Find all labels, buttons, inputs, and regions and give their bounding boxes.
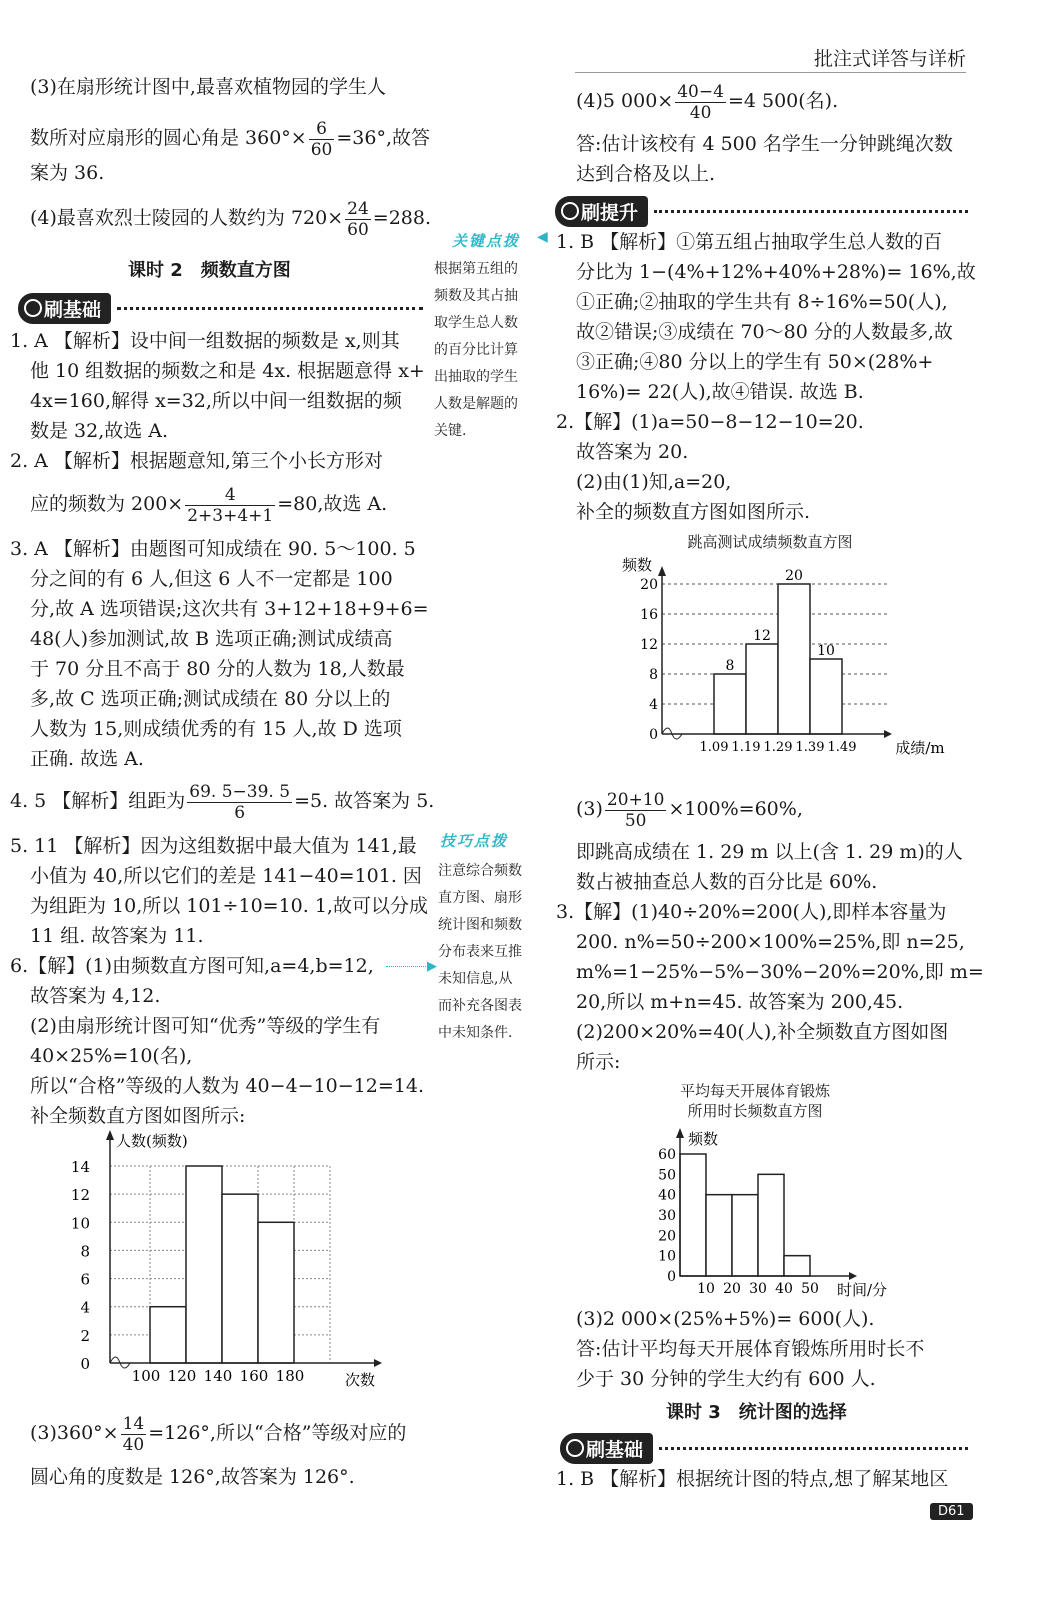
y-tick-label: 4 bbox=[649, 697, 658, 713]
x-axis-label: 次数 bbox=[344, 1371, 376, 1389]
q6-line: 故答案为 4,12. bbox=[30, 985, 161, 1007]
side-note-line: 未知信息,从 bbox=[438, 971, 513, 987]
t2-line: 即跳高成绩在 1. 29 m 以上(含 1. 29 m)的人 bbox=[576, 841, 963, 863]
x-tick-label: 120 bbox=[167, 1367, 197, 1385]
y-tick-label: 4 bbox=[80, 1298, 90, 1317]
page-header: 批注式详答与详析 bbox=[813, 48, 966, 70]
q6-line: 40×25%=10(名), bbox=[30, 1045, 193, 1067]
q1-line: 4x=160,解得 x=32,所以中间一组数据的频 bbox=[30, 390, 402, 412]
header-rule bbox=[575, 72, 966, 73]
r4-formula: (4)5 000× $\frac{40-4}{40}$ =4 500(名). bbox=[576, 81, 839, 123]
histogram-bar bbox=[714, 674, 746, 734]
side-note-line: 注意综合频数 bbox=[438, 863, 522, 879]
histogram-bar bbox=[706, 1195, 732, 1276]
y-axis-arrow-icon bbox=[676, 1128, 684, 1138]
left-p3b: 数所对应扇形的圆心角是 360°× $\frac{6}{60}$ =36°,故答 bbox=[30, 118, 431, 160]
side-note-line: 的百分比计算 bbox=[434, 342, 518, 358]
y-tick-label: 12 bbox=[70, 1186, 90, 1205]
histogram-scores bbox=[60, 1126, 400, 1391]
histogram-high-jump bbox=[600, 550, 960, 765]
t3-line: m%=1−25%−5%−30%−20%=20%,即 m= bbox=[576, 961, 984, 983]
t3-line: 少于 30 分钟的学生大约有 600 人. bbox=[576, 1368, 876, 1390]
y-tick-label: 2 bbox=[80, 1326, 90, 1345]
r4-answer: 答:估计该校有 4 500 名学生一分钟跳绳次数 bbox=[576, 133, 953, 155]
q6-line: 6.【解】(1)由频数直方图可知,a=4,b=12, bbox=[10, 955, 374, 977]
t1-line: 故②错误;③成绩在 70～80 分的人数最多,故 bbox=[576, 321, 953, 343]
side-note-line: 取学生总人数 bbox=[434, 315, 518, 331]
y-tick-label: 0 bbox=[649, 727, 658, 743]
t3-line: 200. n%=50÷200×100%=25%,即 n=25, bbox=[576, 931, 965, 953]
histogram-bar bbox=[778, 584, 810, 734]
histogram-bar bbox=[732, 1195, 758, 1276]
t2-line: 补全的频数直方图如图所示. bbox=[576, 501, 811, 523]
x-tick-label: 1.29 bbox=[763, 740, 793, 755]
t3-line: (3)2 000×(25%+5%)= 600(人). bbox=[576, 1308, 875, 1330]
histogram-bar bbox=[758, 1174, 784, 1276]
t3-line: 20,所以 m+n=45. 故答案为 200,45. bbox=[576, 991, 904, 1013]
q5-line: 5. 11 【解析】因为这组数据中最大值为 141,最 bbox=[10, 835, 417, 857]
x-tick-label: 100 bbox=[131, 1367, 161, 1385]
side-note-line: 而补充各图表 bbox=[438, 998, 522, 1014]
y-tick-label: 40 bbox=[658, 1187, 676, 1204]
side-note-line: 中未知条件. bbox=[438, 1025, 513, 1041]
q3-line: 于 70 分且不高于 80 分的人数为 18,人数最 bbox=[30, 658, 405, 680]
t3-line: 答:估计平均每天开展体育锻炼所用时长不 bbox=[576, 1338, 925, 1360]
q6-conclusion: 圆心角的度数是 126°,故答案为 126°. bbox=[30, 1466, 355, 1488]
y-tick-label: 50 bbox=[658, 1167, 676, 1184]
side-title-tip: 技巧点拨 bbox=[440, 832, 509, 850]
q5-line: 为组距为 10,所以 101÷10=10. 1,故可以分成 bbox=[30, 895, 428, 917]
page-number: D61 bbox=[930, 1503, 973, 1520]
side-note-line: 统计图和频数 bbox=[438, 917, 522, 933]
x-axis-label: 成绩/m bbox=[895, 739, 945, 757]
x-tick-label: 180 bbox=[275, 1367, 305, 1385]
x-tick-label: 140 bbox=[203, 1367, 233, 1385]
lesson3-title: 课时 3 统计图的选择 bbox=[666, 1402, 847, 1423]
y-tick-label: 8 bbox=[80, 1242, 90, 1261]
y-axis-label: 人数(频数) bbox=[116, 1132, 188, 1150]
q1-line: 1. A 【解析】设中间一组数据的频数是 x,则其 bbox=[10, 330, 400, 352]
t2-line: (2)由(1)知,a=20, bbox=[576, 471, 732, 493]
side-note-line: 关键. bbox=[434, 423, 467, 439]
q2-formula: 应的频数为 200× $\frac{4}{2+3+4+1}$ =80,故选 A. bbox=[30, 484, 388, 526]
t2-line: 2.【解】(1)a=50−8−12−10=20. bbox=[556, 411, 864, 433]
t3-line: (2)200×20%=40(人),补全频数直方图如图 bbox=[576, 1021, 949, 1043]
q3-line: 多,故 C 选项正确;测试成绩在 80 分以上的 bbox=[30, 688, 391, 710]
q6-formula: (3)360°× $\frac{14}{40}$ =126°,所以“合格”等级对应的 bbox=[30, 1413, 407, 1455]
q1-line: 他 10 组数据的频数之和是 4x. 根据题意得 x+ bbox=[30, 360, 425, 382]
t2-line: 数占被抽查总人数的百分比是 60%. bbox=[576, 871, 878, 893]
pointer-arrow-icon: ▶ bbox=[427, 959, 437, 974]
q1-line: 数是 32,故选 A. bbox=[30, 420, 169, 442]
x-axis-arrow-icon bbox=[884, 730, 892, 738]
y-tick-label: 10 bbox=[658, 1248, 676, 1265]
t3-line: 3.【解】(1)40÷20%=200(人),即样本容量为 bbox=[556, 901, 947, 923]
histogram-bar bbox=[810, 659, 842, 734]
q2-line: 2. A 【解析】根据题意知,第三个小长方形对 bbox=[10, 450, 383, 472]
x-axis-arrow-icon bbox=[374, 1359, 382, 1367]
t2-formula: (3) $\frac{20+10}{50}$ ×100%=60%, bbox=[576, 789, 803, 831]
histogram-bar bbox=[222, 1194, 258, 1363]
side-note-line: 根据第五组的 bbox=[434, 261, 518, 277]
histogram-bar bbox=[680, 1154, 706, 1276]
side-note-line: 频数及其占抽 bbox=[434, 288, 518, 304]
side-note-line: 分布表来互推 bbox=[438, 944, 522, 960]
y-tick-label: 10 bbox=[70, 1214, 90, 1233]
pointer-dots bbox=[386, 966, 428, 967]
left-p4: (4)最喜欢烈士陵园的人数约为 720× $\frac{24}{60}$ =288. bbox=[30, 198, 432, 240]
histogram-exercise-time bbox=[640, 1124, 900, 1304]
r4-answer-2: 达到合格及以上. bbox=[576, 163, 716, 185]
q3-line: 人数为 15,则成绩优秀的有 15 人,故 D 选项 bbox=[30, 718, 402, 740]
t2-line: 故答案为 20. bbox=[576, 441, 689, 463]
y-tick-label: 16 bbox=[640, 607, 658, 623]
side-note-line: 人数是解题的 bbox=[434, 396, 518, 412]
y-tick-label: 6 bbox=[80, 1270, 90, 1289]
x-tick-label: 1.49 bbox=[827, 740, 857, 755]
side-title-key: 关键点拨 bbox=[452, 232, 521, 250]
t1-line: 1. B 【解析】①第五组占抽取学生总人数的百 bbox=[556, 231, 943, 253]
q5-line: 11 组. 故答案为 11. bbox=[30, 925, 204, 947]
q3-line: 分之间的有 6 人,但这 6 人不一定都是 100 bbox=[30, 568, 393, 590]
x-tick-label: 1.19 bbox=[731, 740, 761, 755]
histogram-bar bbox=[746, 644, 778, 734]
q4-formula: 4. 5 【解析】组距为 $\frac{69. 5-39. 5}{6}$ =5. 故答案为 5. bbox=[10, 781, 435, 823]
y-axis-label: 频数 bbox=[622, 556, 653, 574]
q6-line: 补全频数直方图如图所示: bbox=[30, 1105, 246, 1127]
q6-line: (2)由扇形统计图可知“优秀”等级的学生有 bbox=[30, 1015, 381, 1037]
x-axis-arrow-icon bbox=[849, 1272, 857, 1280]
left-p3a: (3)在扇形统计图中,最喜欢植物园的学生人 bbox=[30, 76, 386, 98]
x-tick-label: 160 bbox=[239, 1367, 269, 1385]
t3-line: 所示: bbox=[576, 1051, 621, 1073]
q3-line: 正确. 故选 A. bbox=[30, 748, 144, 770]
chart3-title-line1: 平均每天开展体育锻炼 bbox=[679, 1082, 830, 1100]
bar-value-label: 8 bbox=[725, 658, 735, 674]
y-axis-arrow-icon bbox=[106, 1130, 114, 1140]
histogram-bar bbox=[150, 1307, 186, 1363]
x-tick-label: 20 bbox=[723, 1281, 741, 1297]
t1-line: ③正确;④80 分以上的学生有 50×(28%+ bbox=[576, 351, 934, 373]
bar-value-label: 20 bbox=[785, 568, 803, 584]
badge-advanced: 刷提升 bbox=[555, 196, 968, 226]
x-tick-label: 1.39 bbox=[795, 740, 825, 755]
x-tick-label: 40 bbox=[775, 1281, 793, 1297]
q3-line: 3. A 【解析】由题图可知成绩在 90. 5～100. 5 bbox=[10, 538, 416, 560]
side-arrow-icon: ◀ bbox=[537, 229, 548, 245]
y-axis-label: 频数 bbox=[688, 1130, 719, 1148]
t1-line: ①正确;②抽取的学生共有 8÷16%=50(人), bbox=[576, 291, 948, 313]
y-tick-label: 30 bbox=[658, 1208, 676, 1224]
bar-value-label: 10 bbox=[817, 643, 835, 659]
y-tick-label: 0 bbox=[667, 1269, 676, 1285]
x-axis-label: 时间/分 bbox=[836, 1281, 888, 1299]
x-tick-label: 50 bbox=[801, 1281, 819, 1297]
y-tick-label: 12 bbox=[640, 637, 658, 653]
histogram-bar bbox=[186, 1166, 222, 1363]
lesson2-title: 课时 2 频数直方图 bbox=[128, 260, 291, 281]
q6-line: 所以“合格”等级的人数为 40−4−10−12=14. bbox=[30, 1075, 424, 1097]
badge-basic-2: 刷基础 bbox=[560, 1433, 968, 1463]
q5-line: 小值为 40,所以它们的差是 141−40=101. 因 bbox=[30, 865, 422, 887]
last-line: 1. B 【解析】根据统计图的特点,想了解某地区 bbox=[556, 1468, 949, 1490]
y-tick-label: 20 bbox=[658, 1228, 676, 1245]
y-axis-arrow-icon bbox=[658, 566, 666, 576]
x-tick-label: 10 bbox=[697, 1281, 715, 1297]
chart3-title-line2: 所用时长频数直方图 bbox=[687, 1102, 823, 1120]
y-tick-label: 60 bbox=[658, 1147, 676, 1163]
histogram-bar bbox=[258, 1222, 294, 1363]
chart2-title: 跳高测试成绩频数直方图 bbox=[687, 533, 853, 551]
q3-line: 分,故 A 选项错误;这次共有 3+12+18+9+6= bbox=[30, 598, 429, 620]
y-tick-label: 20 bbox=[640, 577, 658, 593]
x-tick-label: 30 bbox=[749, 1281, 767, 1297]
t1-line: 分比为 1−(4%+12%+40%+28%)= 16%,故 bbox=[576, 261, 976, 283]
side-note-line: 出抽取的学生 bbox=[434, 369, 518, 385]
q3-line: 48(人)参加测试,故 B 选项正确;测试成绩高 bbox=[30, 628, 393, 650]
side-note-line: 直方图、扇形 bbox=[438, 890, 522, 906]
y-tick-label: 0 bbox=[80, 1355, 90, 1373]
bar-value-label: 12 bbox=[753, 628, 771, 644]
y-tick-label: 8 bbox=[649, 667, 658, 683]
t1-line: 16%)= 22(人),故④错误. 故选 B. bbox=[576, 381, 864, 403]
left-p3c: 案为 36. bbox=[30, 162, 105, 184]
badge-basic-1: 刷基础 bbox=[18, 293, 423, 323]
y-tick-label: 14 bbox=[70, 1158, 90, 1176]
histogram-bar bbox=[784, 1256, 810, 1276]
x-tick-label: 1.09 bbox=[699, 740, 729, 755]
